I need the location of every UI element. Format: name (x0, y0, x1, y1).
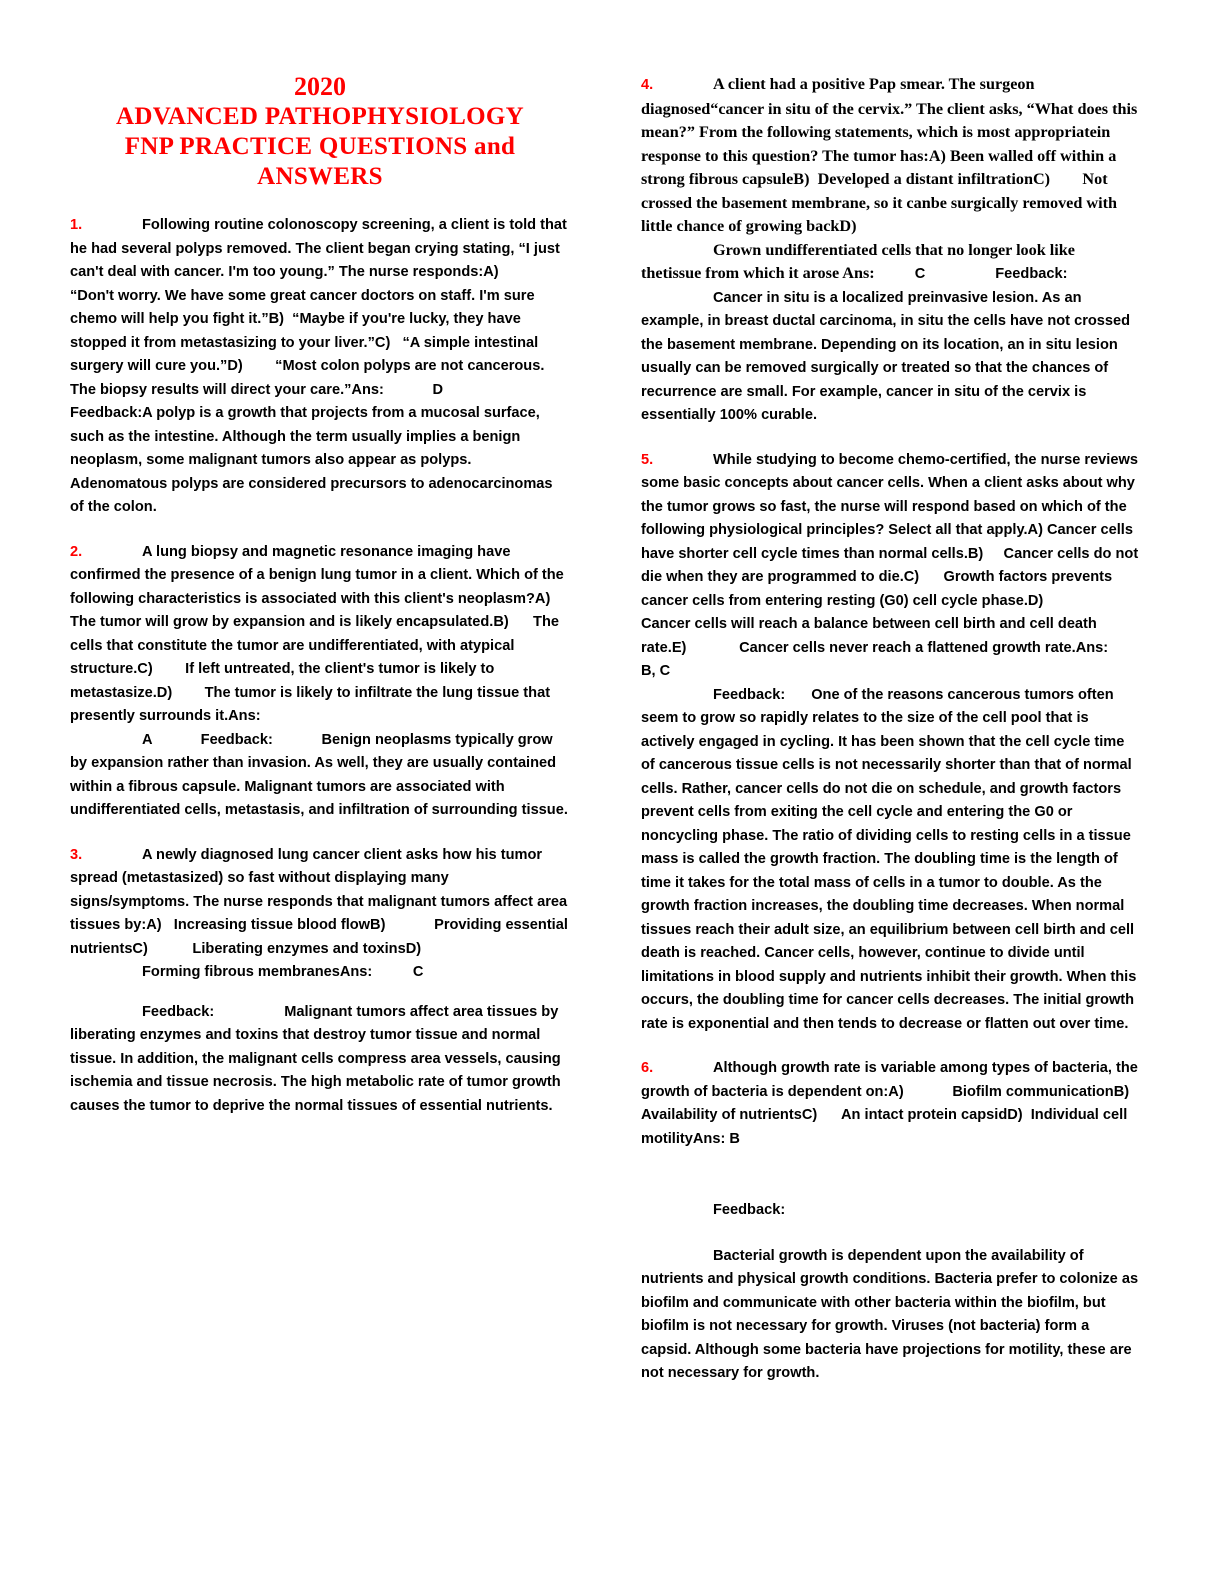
feedback-label: Feedback: (713, 686, 786, 703)
question-6 (641, 1057, 1141, 1386)
question-3 (70, 844, 570, 1119)
question-text: Following routine colonoscopy screening, a client is told that he had several polyps removed. The client began crying stating, “I just can't deal with cancer. I'm too young.” The nurse responds:A) “Don't worry. We have some great cancer doctors on staff. I'm sure chemo will help you fight it.”B) “Maybe if you're lucky, they have stopped it from metastasizing to your liver.”C) “A simple intestinal surgery will cure you.”D) “Most colon polyps are not cancerous. The biopsy results will direct your care.”Ans: D Feedback:A polyp is a growth that projects from a mucosal surface, such as the intestine. Although the term usually implies a benign neoplasm, some malignant tumors also appear as polyps. Adenomatous polyps are considered precursors to adenocarcinomas of the colon. (70, 217, 571, 515)
title-line-3: ANSWERS (257, 163, 383, 190)
question-text: A client had a positive Pap smear. The surgeon diagnosed“cancer in situ of the cervix.” The client asks, “What does this mean?” From the following statements, which is most appropriatein response to this question? The tumor has:A) Been walled off within a strong fibrous capsuleB) Developed a distant infiltrationC) Not crossed the basement membrane, so it canbe surgically removed with little chance of growing backD) (641, 75, 1142, 235)
question-number: 6. (641, 1060, 654, 1076)
option-d-text: Grown undifferentiated cells that no longer look like (713, 240, 1075, 259)
question-text: A lung biopsy and magnetic resonance imaging have confirmed the presence of a benign lung tumor in a client. Which of the following characteristics is associated with this client's neoplasm?A) The tumor will grow by expansion and is likely encapsulated.B) The cells that constitute the tumor are undifferentiated, with atypical structure.C) If left untreated, the client's tumor is likely to metastasize.D) The tumor is likely to infiltrate the lung tissue that presently surrounds it.Ans: (70, 543, 583, 724)
question-number: 1. (70, 217, 83, 233)
question-2 (70, 541, 583, 823)
title-year: 2020 (294, 72, 346, 101)
feedback-label: Feedback: (995, 266, 1068, 282)
feedback-text: Bacterial growth is dependent upon the availability of nutrients and physical growth conditions. Bacteria prefer to colonize as biofilm and communicate with other bacteria within the biofilm, but biofilm is not necessary for growth. Viruses (not bacteria) form a capsid. Although some bacteria have projections for motility, these are not necessary for growth. (641, 1247, 1139, 1381)
option-d-continued: thetissue from which it arose Ans: (641, 264, 875, 282)
question-text: Although growth rate is variable among types of bacteria, the growth of bacteria is dependent on:A) Biofilm communicationB) Availability of nutrientsC) An intact protein capsidD) Individual cell motilityAns: B (641, 1060, 1142, 1147)
feedback-text: Malignant tumors affect area tissues by liberating enzymes and toxins that destroy tumor tissue and normal tissue. In addition, the malignant cells compress area vessels, causing ischemia and tissue necrosis. The high metabolic rate of tumor growth causes the tumor to deprive the normal tissues of essential nutrients. (70, 1003, 561, 1114)
right-column (641, 0, 1141, 1407)
title-line-1: ADVANCED PATHOPHYSIOLOGY (116, 103, 524, 130)
feedback-label: Feedback: (142, 1003, 215, 1020)
question-number: 5. (641, 451, 654, 468)
question-4 (641, 73, 1141, 428)
question-number: 4. (641, 77, 654, 93)
question-1 (70, 214, 570, 520)
question-5 (641, 449, 1141, 1037)
title-line-2: FNP PRACTICE QUESTIONS and (124, 133, 516, 160)
feedback-text: One of the reasons cancerous tumors often seem to grow so rapidly relates to the size of the cell pool that is actively engaged in cycling. It has been shown that the cell cycle time of cancerous tissue cells is not necessarily shorter than that of normal cells. Rather, cancer cells do not die on schedule, and growth factors prevent cells from exiting the cell cycle and entering the G0 or noncycling phase. The ratio of dividing cells to resting cells in a tissue mass is called the growth fraction. The doubling time is the length of time it takes for the total mass of cells in a tumor to double. As the growth fraction increases, the doubling time decreases. When normal tissues reach their adult size, an equilibrium between cell birth and cell death is reached. Cancer cells, however, continue to divide until limitations in blood supply and nutrients inhibit their growth. When this occurs, the doubling time for cancer cells decreases. The initial growth rate is exponential and then tends to decrease or flatten out over time. (641, 686, 1137, 1032)
question-number: 3. (70, 846, 83, 863)
left-column (70, 0, 583, 1139)
answer-value: C (914, 266, 926, 282)
question-number: 2. (70, 543, 83, 560)
document-title (70, 72, 570, 192)
question-text: While studying to become chemo-certified, the nurse reviews some basic concepts about cancer cells. When a client asks about why the tumor grows so fast, the nurse will respond based on which of the following physiological principles? Select all that apply.A) Cancer cells have shorter cell cycle times than normal cells.B) Cancer cells do not die when they are programmed to die.C) Growth factors prevents cancer cells from entering resting (G0) cell cycle phase.D) Cancer cells will reach a balance between cell birth and cell death rate.E) Cancer cells never reach a flattened growth rate.Ans: B, C (641, 451, 1143, 679)
option-d-answer: Forming fibrous membranesAns: C (142, 964, 424, 980)
answer-feedback-line: A Feedback: Benign neoplasms typically (142, 731, 514, 748)
feedback-label: Feedback: (713, 1202, 786, 1218)
feedback-text: Cancer in situ is a localized preinvasive lesion. As an example, in breast ductal carcinoma, in situ the cells have not crossed the basement membrane. Depending on its location, an in situ lesion usually can be removed surgically or treated so that the chances of recurrence are small. For example, cancer in situ of the cervix is essentially 100% curable. (641, 289, 1131, 423)
question-text: A newly diagnosed lung cancer client asks how his tumor spread (metastasized) so fast without displaying many signs/symptoms. The nurse responds that malignant tumors affect area tissues by:A) Increasing tissue blood flowB) Providing essential nutrientsC) Liberating enzymes and toxinsD) (70, 846, 572, 957)
feedback-text: grow by expansion rather than invasion. As well, they are usually contained within a fibrous capsule. Malignant tumors are associated with undifferentiated cells, metastasis, and infiltration of surrounding tissue. (70, 731, 568, 818)
